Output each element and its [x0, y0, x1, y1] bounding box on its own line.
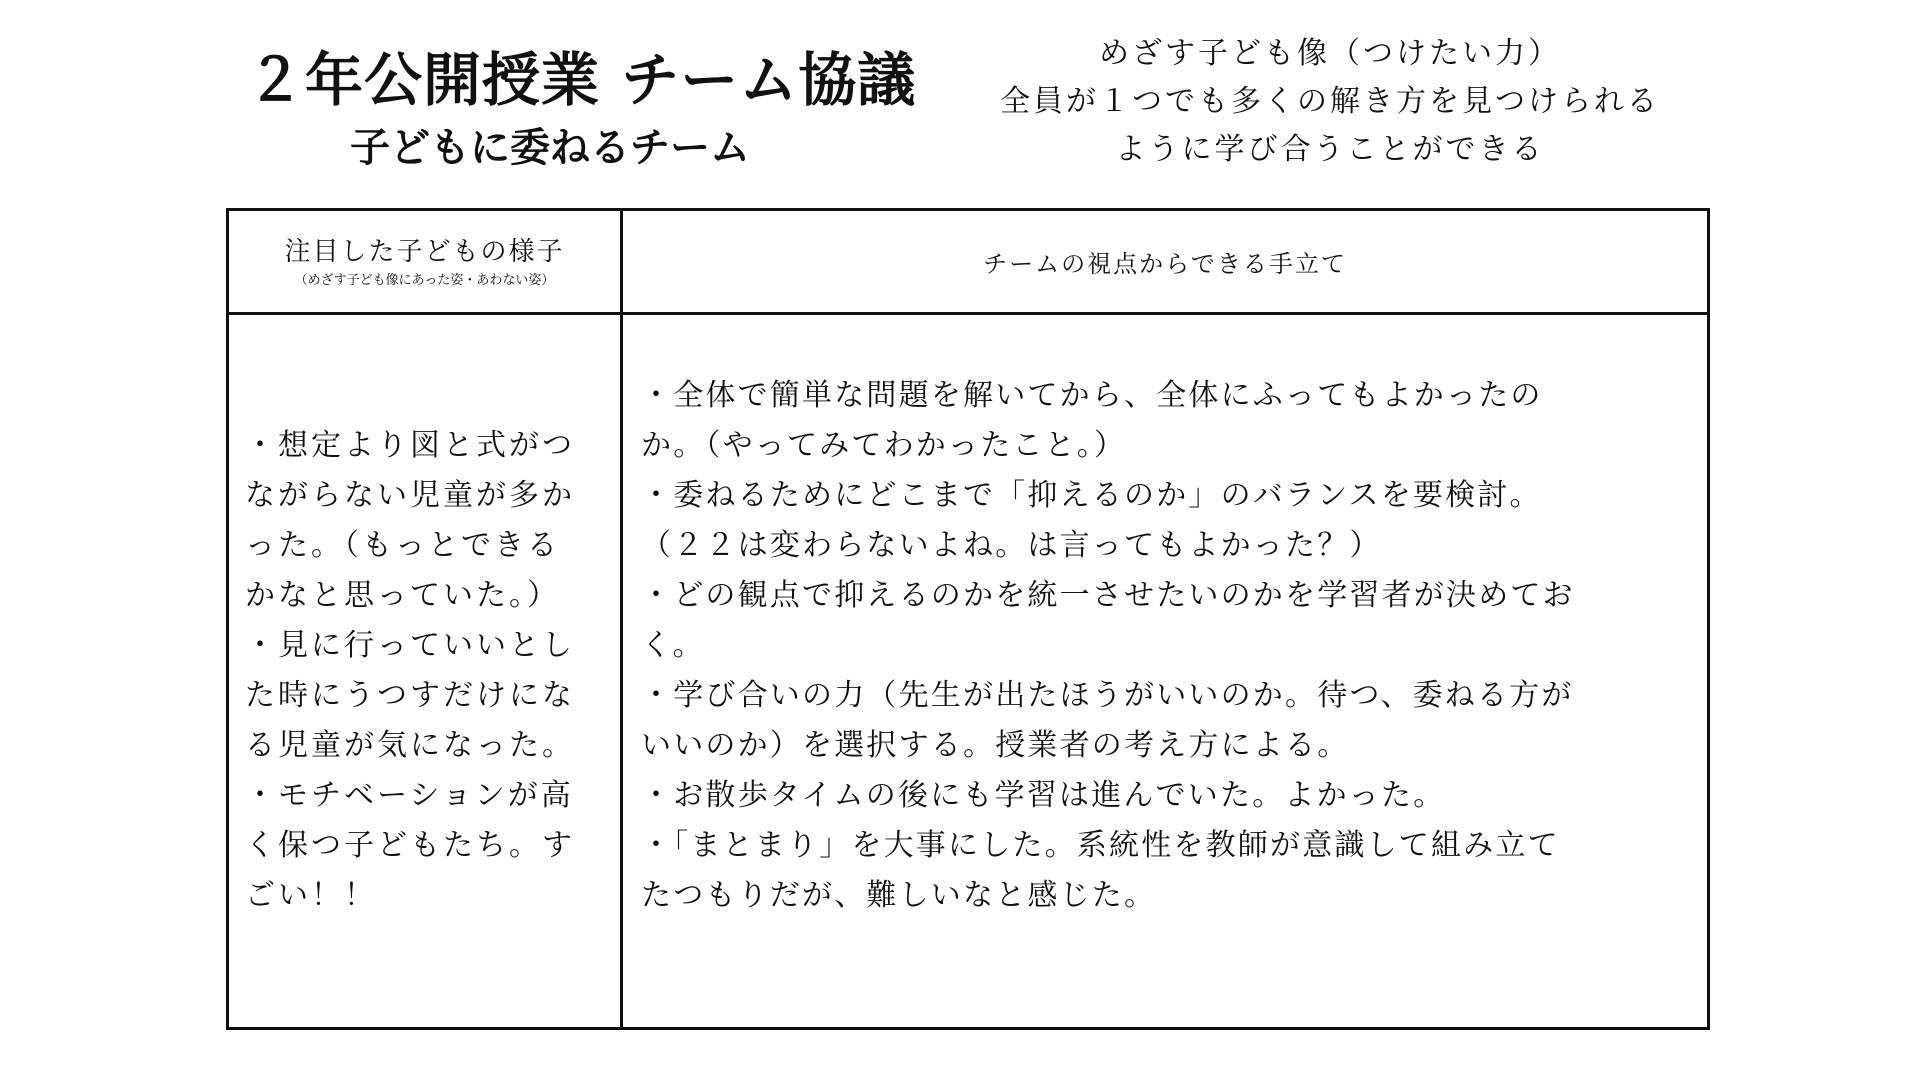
- observation-line: く保つ子どもたち。す: [245, 828, 575, 863]
- observation-line: ・モチベーションが高: [245, 778, 574, 813]
- observation-line: ・想定より図と式がつ: [245, 428, 575, 463]
- measures-cell: [641, 371, 1701, 921]
- goal-line: 全員が１つでも多くの解き方を見つけられる: [1000, 84, 1660, 119]
- column-divider: [620, 211, 623, 1027]
- discussion-table: [226, 208, 1710, 1030]
- measure-line: いいのか）を選択する。授業者の考え方による。: [641, 728, 1350, 763]
- page-subtitle: 子どもに委ねるチーム: [350, 125, 750, 171]
- measure-line: ・委ねるためにどこまで「抑えるのか」のバランスを要検討。: [641, 478, 1542, 513]
- measure-line: く。: [641, 628, 705, 663]
- observation-line: かなと思っていた。）: [245, 578, 560, 613]
- observation-line: った。（もっとできる: [245, 528, 560, 563]
- measure-line: たつもりだが、難しいなと感じた。: [641, 878, 1157, 913]
- left-column-header: [229, 211, 620, 312]
- left-column-header-title: 注目した子どもの様子: [284, 236, 565, 267]
- left-column-header-note: （めざす子ども像にあった姿・あわない姿）: [294, 272, 555, 288]
- measure-line: （２２は変わらないよね。は言ってもよかった？）: [641, 528, 1382, 563]
- observations-cell: [245, 421, 610, 921]
- measure-line: か。（やってみてわかったこと。）: [641, 428, 1127, 463]
- observation-line: ・見に行っていいとし: [245, 628, 575, 663]
- goal-block: [980, 30, 1680, 174]
- observation-line: ごい！！: [245, 878, 377, 913]
- page-title: ２年公開授業 チーム協議: [246, 46, 917, 114]
- measure-line: ・「まとまり」を大事にした。系統性を教師が意識して組み立て: [641, 828, 1560, 863]
- observation-line: ながらない児童が多か: [245, 478, 575, 513]
- measure-line: ・どの観点で抑えるのかを統一させたいのかを学習者が決めてお: [641, 578, 1575, 613]
- right-column-header: チームの視点からできる手立て: [983, 250, 1347, 278]
- observation-line: る児童が気になった。: [245, 728, 575, 763]
- goal-line: ように学び合うことができる: [1115, 132, 1545, 167]
- header-divider: [229, 312, 1707, 315]
- observation-line: た時にうつすだけにな: [245, 678, 575, 713]
- goal-line: めざす子ども像（つけたい力）: [1099, 36, 1561, 71]
- measure-line: ・学び合いの力（先生が出たほうがいいのか。待つ、委ねる方が: [641, 678, 1574, 713]
- measure-line: ・お散歩タイムの後にも学習は進んでいた。よかった。: [641, 778, 1446, 813]
- measure-line: ・全体で簡単な問題を解いてから、全体にふってもよかったの: [641, 378, 1543, 413]
